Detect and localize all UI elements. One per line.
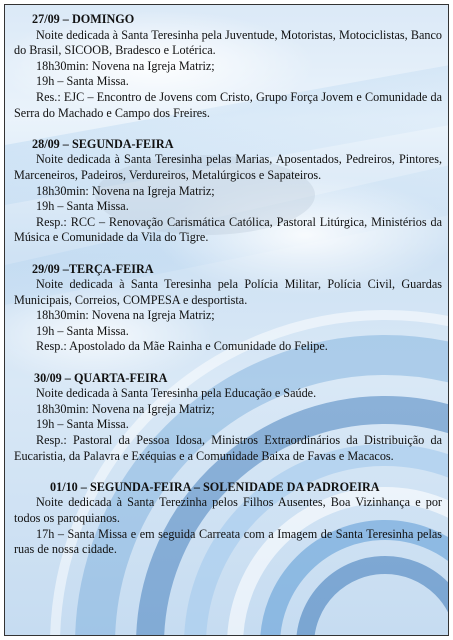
day-description: Noite dedicada à Santa Teresinha pela Polícia Militar, Polícia Civil, Guardas Municipais, Correios, COMPESA e desportista. bbox=[14, 277, 442, 307]
responsible-groups: Res.: EJC – Encontro de Jovens com Cristo, Grupo Força Jovem e Comunidade da Serra do Machado e Campo dos Freires. bbox=[14, 89, 442, 120]
mass-and-procession: 17h – Santa Missa e em seguida Carreata com a Imagem de Santa Teresinha pelas ruas de nossa cidade. bbox=[14, 526, 442, 557]
day-section bbox=[14, 12, 442, 121]
day-section bbox=[14, 137, 442, 246]
mass-time: 19h – Santa Missa. bbox=[36, 417, 129, 432]
responsible-groups: Resp.: Pastoral da Pessoa Idosa, Ministros Extraordinários da Distribuição da Eucaristia, da Palavra e Exéquias e a Comunidade Baixa de Favas e Macacos. bbox=[14, 433, 442, 463]
day-section bbox=[14, 480, 442, 558]
day-heading: 30/09 – QUARTA-FEIRA bbox=[34, 370, 168, 385]
day-description: Noite dedicada à Santa Teresinha pelas Marias, Aposentados, Pedreiros, Pintores, Marceneiros, Padeiros, Verdureiros, Metalúrgicos e Sapateiros. bbox=[14, 152, 442, 182]
novena-time: 18h30min: Novena na Igreja Matriz; bbox=[36, 401, 215, 416]
responsible-groups: Resp.: RCC – Renovação Carismática Católica, Pastoral Litúrgica, Ministérios da Música e Comunidade da Vila do Tigre. bbox=[14, 214, 442, 245]
day-description: Noite dedicada à Santa Teresinha pela Juventude, Motoristas, Motociclistas, Banco do Brasil, SICOOB, Bradesco e Lotérica. bbox=[14, 27, 442, 58]
day-heading: 29/09 –TERÇA-FEIRA bbox=[32, 261, 154, 276]
responsible-groups: Resp.: Apostolado da Mãe Rainha e Comunidade do Felipe. bbox=[36, 339, 328, 354]
mass-time: 19h – Santa Missa. bbox=[36, 74, 129, 89]
novena-program-page bbox=[4, 4, 449, 636]
day-description: Noite dedicada à Santa Teresinha pela Educação e Saúde. bbox=[36, 386, 317, 401]
schedule-content bbox=[14, 12, 442, 573]
novena-time: 18h30min: Novena na Igreja Matriz; bbox=[36, 58, 215, 73]
day-section bbox=[14, 371, 442, 465]
day-section bbox=[14, 262, 442, 356]
novena-time: 18h30min: Novena na Igreja Matriz; bbox=[36, 308, 215, 323]
day-heading: 28/09 – SEGUNDA-FEIRA bbox=[32, 136, 174, 151]
mass-time: 19h – Santa Missa. bbox=[36, 323, 129, 338]
novena-time: 18h30min: Novena na Igreja Matriz; bbox=[36, 183, 215, 198]
day-heading: 01/10 – SEGUNDA-FEIRA – SOLENIDADE DA PADROEIRA bbox=[50, 479, 380, 494]
day-heading: 27/09 – DOMINGO bbox=[32, 12, 135, 26]
day-description: Noite dedicada à Santa Terezinha pelos Filhos Ausentes, Boa Vizinhança e por todos os paroquianos. bbox=[14, 495, 442, 525]
mass-time: 19h – Santa Missa. bbox=[36, 199, 129, 214]
